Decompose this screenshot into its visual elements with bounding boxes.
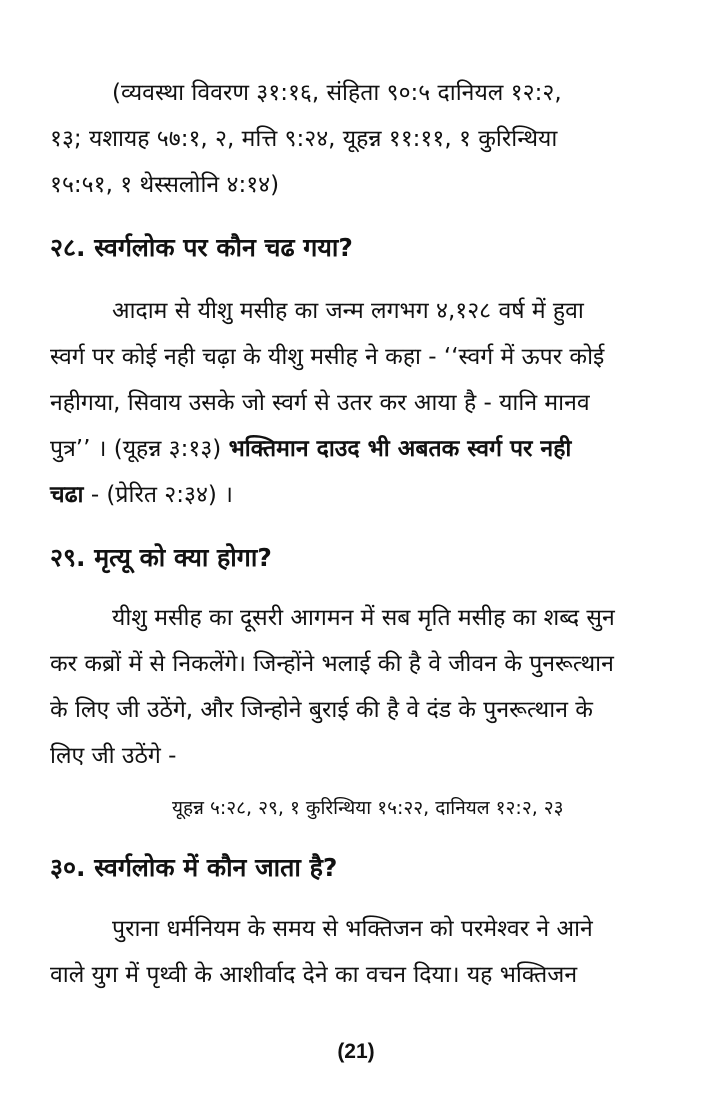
section-28-heading: २८. स्वर्गलोक पर कौन चढ गया? [50, 233, 353, 262]
section-30-line-1: पुराना धर्मनियम के समय से भक्तिजन को परमेश्वर ने आने [112, 916, 593, 942]
section-29-line-3: के लिए जी उठेंगे, और जिन्होने बुराई की है वे दंड के पुनरूत्थान के [50, 697, 593, 723]
page-number: (21) [337, 1040, 375, 1063]
section-29-heading: २९. मृत्यू को क्या होगा? [50, 543, 272, 572]
section-28-line-5-bold: चढा [50, 482, 84, 508]
section-28-line-1: आदाम से यीशु मसीह का जन्म लगभग ४,१२८ वर्ष में हुवा [112, 298, 584, 324]
section-28-line-5 [50, 480, 233, 514]
section-29-line-4: लिए जी उठेंगे - [50, 743, 177, 769]
section-28-line-4-bold: भक्तिमान दाउद भी अबतक स्वर्ग पर नही [228, 436, 572, 462]
section-29-refs: यूहन्न ५:२८, २९, १ कुरिन्थिया १५:२२, दानियल १२:२, २३ [172, 797, 564, 819]
section-28-line-2: स्वर्ग पर कोई नही चढ़ा के यीशु मसीह ने कहा - ‘‘स्वर्ग में ऊपर कोई [50, 344, 605, 370]
section-30-heading: ३०. स्वर्गलोक में कौन जाता है? [50, 853, 338, 882]
section-30-line-2: वाले युग में पृथ्वी के आशीर्वाद देने का वचन दिया। यह भक्तिजन [50, 962, 578, 988]
section-28-line-3: नहीगया, सिवाय उसके जो स्वर्ग से उतर कर आया है - यानि मानव [50, 390, 590, 416]
section-28-line-4 [50, 434, 571, 468]
section-28-line-4-normal: पुत्र’’ । (यूहन्न ३:१३) [50, 436, 229, 462]
section-29-line-1: यीशु मसीह का दूसरी आगमन में सब मृति मसीह का शब्द सुन [112, 605, 615, 631]
intro-refs-line-1: (व्यवस्था विवरण ३१:१६, संहिता ९०:५ दानियल १२:२, [112, 80, 562, 106]
intro-refs-line-2: १३; यशायह ५७:१, २, मत्ति ९:२४, यूहन्न ११:११, १ कुरिन्थिया [50, 126, 558, 152]
section-29-line-2: कर कब्रों में से निकलेंगे। जिन्होंने भलाई की है वे जीवन के पुनरूत्थान [50, 651, 614, 677]
section-28-line-5-normal: - (प्रेरित २:३४) । [83, 482, 233, 508]
intro-refs-line-3: १५:५१, १ थेस्सलोनि ४:१४) [50, 172, 280, 198]
